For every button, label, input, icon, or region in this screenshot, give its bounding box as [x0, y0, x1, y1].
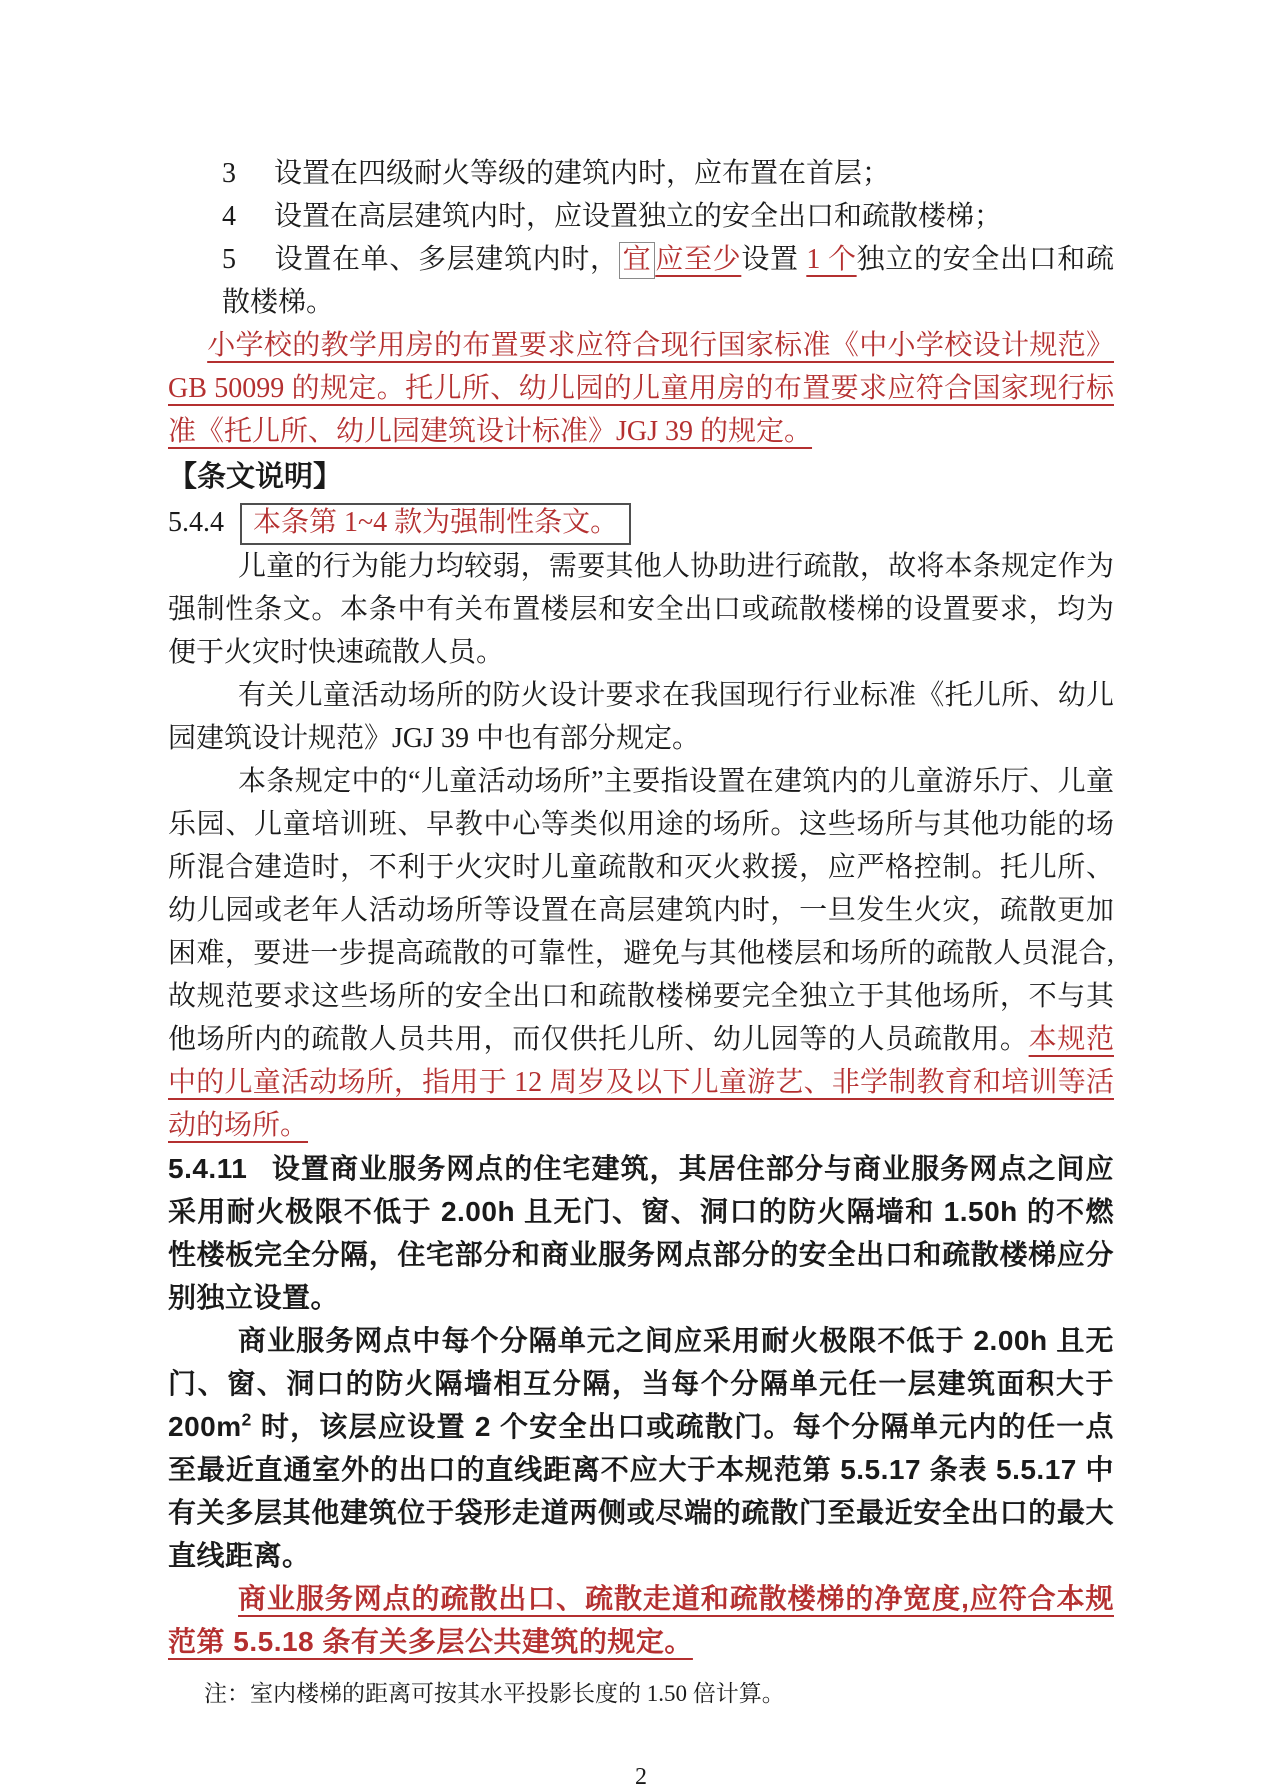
note-indoor-stairs	[168, 1677, 1114, 1711]
text-run: 本条规定中的“儿童活动场所”主要指设置在建筑内的儿童游乐厅、儿童乐园、儿童培训班、早教中心等类似用途的场所。这些场所与其他功能的场所混合建造时，不利于火灾时儿童疏散和灭火救援，应严格控制。托儿所、幼儿园或老年人活动场所等设置在高层建筑内时，一旦发生火灾，疏散更加困难，要进一步提高疏散的可靠性，避免与其他楼层和场所的疏散人员混合,故规范要求这些场所的安全出口和疏散楼梯要完全独立于其他场所，不与其他场所内的疏散人员共用，而仅供托儿所、幼儿园等的人员疏散用。	[168, 766, 1114, 1055]
page-number: 2	[635, 1764, 647, 1790]
clause-5-4-4	[168, 501, 1114, 545]
text-run: 商业服务网点中每个分隔单元之间应采用耐火极限不低于 2.00h 且无门、窗、洞口的防火隔墙相互分隔，当每个分隔单元任一层建筑面积大于 200m	[168, 1325, 1123, 1442]
text-run: 注：室内楼梯的距离可按其水平投影长度的 1.50 倍计算。	[204, 1681, 785, 1706]
explanation-paragraph-2	[168, 674, 1114, 760]
document-blocks	[168, 152, 1123, 1711]
inserted-text: 商业服务网点的疏散出口、疏散走道和疏散楼梯的净宽度,应符合本规范第 5.5.18 条有关多层公共建筑的规定。	[168, 1583, 1114, 1657]
deleted-text-boxed: 宜	[619, 242, 656, 279]
clause-5-4-11	[168, 1147, 1114, 1319]
inserted-paragraph-exit-width	[168, 1577, 1114, 1663]
document-body	[168, 152, 1123, 1791]
item-number: 5	[222, 244, 236, 275]
inserted-paragraph-school-rooms	[168, 324, 1114, 453]
text-run: 时，该层应设置 2 个安全出口或疏散门。每个分隔单元内的任一点至最近直通室外的出口的直线距离不应大于本规范第 5.5.17 条表 5.5.17 中有关多层其他建筑位于袋形走道两侧或尽端的疏散门至最近安全出口的最大直线距离。	[168, 1411, 1114, 1571]
inserted-text: 本规范中的儿童活动场所，指用于 12 周岁及以下儿童游艺、非学制教育和培训等活动的场所。	[168, 1024, 1114, 1141]
list-item-4	[168, 195, 1114, 238]
text-run: 5.4.4	[168, 507, 224, 538]
text-run: 设置在单、多层建筑内时，	[274, 244, 619, 275]
text-run: 设置在四级耐火等级的建筑内时，应布置在首层；	[274, 158, 891, 189]
text-run: 设置在高层建筑内时，应设置独立的安全出口和疏散楼梯；	[274, 201, 1003, 232]
list-item-3	[168, 152, 1114, 195]
inserted-text: 1 个	[806, 244, 857, 275]
text-run: 设置商业服务网点的住宅建筑，其居住部分与商业服务网点之间应采用耐火极限不低于 2.00h 且无门、窗、洞口的防火隔墙和 1.50h 的不燃性楼板完全分隔，住宅部分和商业服务网点部分的安全出口和疏散楼梯应分别独立设置。	[168, 1153, 1114, 1313]
text-run: 设置	[741, 244, 807, 275]
text-run: 儿童的行为能力均较弱，需要其他人协助进行疏散，故将本条规定作为强制性条文。本条中有关布置楼层和安全出口或疏散楼梯的设置要求，均为便于火灾时快速疏散人员。	[168, 551, 1114, 668]
clause-5-4-11-paragraph-2	[168, 1319, 1123, 1577]
superscript-text: 2	[241, 1409, 252, 1430]
text-run: 有关儿童活动场所的防火设计要求在我国现行行业标准《托儿所、幼儿园建筑设计规范》JGJ 39 中也有部分规定。	[168, 680, 1114, 754]
item-number: 4	[222, 201, 236, 232]
inserted-text: 应至少	[655, 244, 742, 275]
inserted-text: 小学校的教学用房的布置要求应符合现行国家标准《中小学校设计规范》GB 50099 的规定。托儿所、幼儿园的儿童用房的布置要求应符合国家现行标准《托儿所、幼儿园建筑设计标准》JGJ 39 的规定。	[168, 330, 1114, 447]
text-run: 【条文说明】	[168, 461, 343, 493]
explanation-paragraph-3	[168, 760, 1114, 1147]
item-number: 3	[222, 158, 236, 189]
explanation-paragraph-1	[168, 545, 1114, 674]
list-item-5	[168, 238, 1114, 324]
text-run: 独立的安全出口和疏散楼梯。	[222, 244, 1114, 318]
section-heading-explanation	[168, 456, 1114, 499]
clause-number: 5.4.11	[168, 1153, 248, 1184]
mandatory-clause-box: 本条第 1~4 款为强制性条文。	[240, 503, 631, 545]
